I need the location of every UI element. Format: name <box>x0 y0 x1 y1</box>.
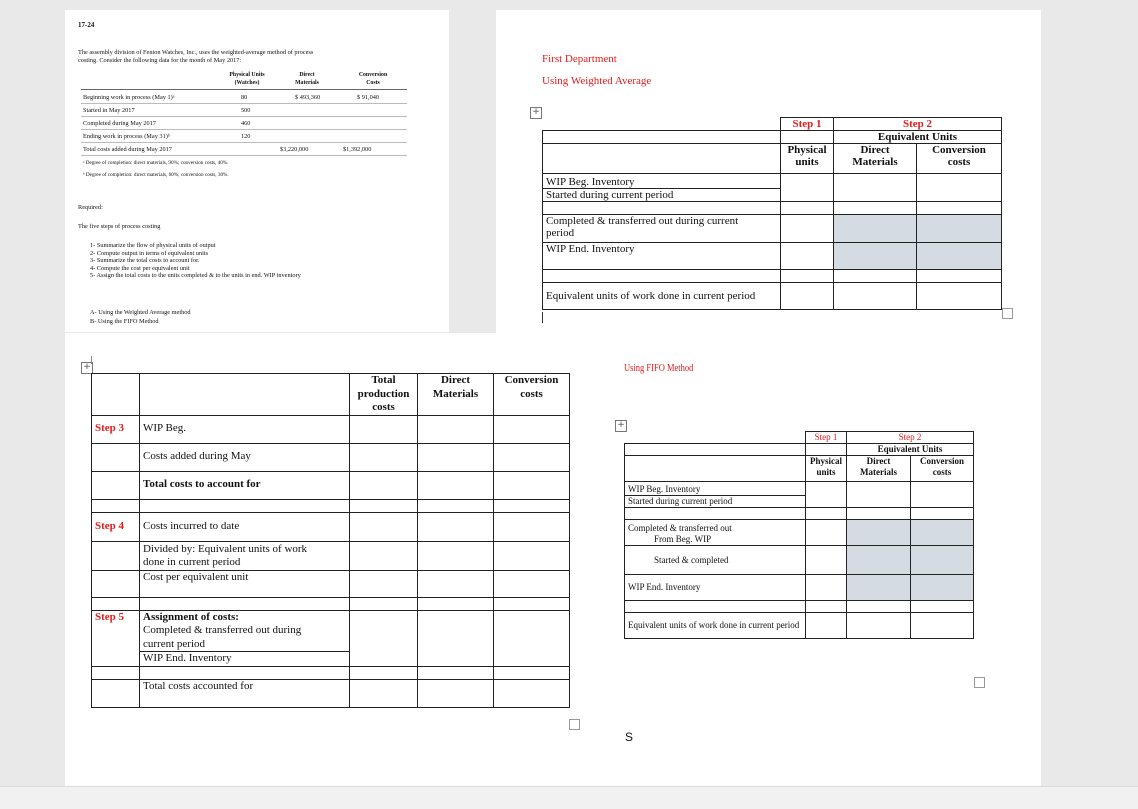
ct-divided-label <box>140 541 350 570</box>
col-direct-line2: Materials <box>295 80 319 86</box>
wa-completed-line1: Completed & transferred out during current <box>546 215 739 227</box>
ct-empty-cell[interactable] <box>140 597 350 610</box>
wa-conversion-line2: costs <box>947 156 971 168</box>
fifo-empty-cell[interactable] <box>806 444 847 456</box>
wa-wip-beg-label: WIP Beg. Inventory <box>543 176 780 189</box>
row-rule <box>81 129 407 130</box>
ct-completed-line2: current period <box>143 637 205 650</box>
row-rule <box>81 116 407 117</box>
fifo-physical-header <box>806 456 847 482</box>
fifo-cell[interactable] <box>847 482 911 508</box>
fifo-empty-cell[interactable] <box>625 601 806 613</box>
fifo-conversion-line2: costs <box>932 467 952 477</box>
fifo-shaded-cell <box>911 520 974 546</box>
wa-empty-cell[interactable] <box>543 270 781 283</box>
required-label: Required: <box>78 204 103 211</box>
fifo-cell[interactable] <box>806 575 847 601</box>
wa-shaded-cell <box>917 243 1002 270</box>
ct-completed-line1: Completed & transferred out during <box>143 624 302 636</box>
ct-cell[interactable] <box>494 499 570 512</box>
wa-completed-label <box>543 215 781 243</box>
ct-cell[interactable] <box>418 443 494 471</box>
weighted-average-table <box>542 117 1002 310</box>
fifo-direct-line1: Direct <box>866 456 891 466</box>
table-resize-handle[interactable] <box>974 677 985 688</box>
ct-cell[interactable] <box>418 666 494 679</box>
fifo-empty-cell[interactable] <box>625 456 806 482</box>
bottom-status-strip <box>0 786 1138 809</box>
fifo-wip-end-label: WIP End. Inventory <box>625 575 806 601</box>
data-row-units: 500 <box>241 107 251 114</box>
ct-direct-line1: Direct <box>440 374 471 386</box>
ct-direct-header <box>418 374 494 416</box>
ct-empty-cell[interactable] <box>92 666 140 679</box>
fifo-started-completed-label: Started & completed <box>625 546 806 575</box>
ct-empty-cell[interactable] <box>92 679 140 707</box>
step-item: 5- Assign the total costs to the units completed & to the units in end. WIP inventory <box>90 272 301 279</box>
col-direct-header <box>287 71 327 87</box>
fifo-empty-cell[interactable] <box>625 508 806 520</box>
data-row-dm: $ 493,360 <box>295 94 321 101</box>
ct-cell[interactable] <box>350 597 418 610</box>
ct-cell[interactable] <box>418 679 494 707</box>
ct-step4-label: Step 4 <box>92 512 140 541</box>
fifo-cell[interactable] <box>806 601 847 613</box>
fifo-shaded-cell <box>911 575 974 601</box>
wa-shaded-cell <box>834 215 917 243</box>
data-row-cc: $ 91,040 <box>357 94 380 101</box>
fifo-shaded-cell <box>911 546 974 575</box>
step-item: 3- Summarize the total costs to account for. <box>90 257 200 264</box>
problem-number: 17-24 <box>78 21 95 29</box>
ct-costs-incurred-label: Costs incurred to date <box>140 512 350 541</box>
ct-cell[interactable] <box>418 610 494 666</box>
weighted-average-title: Using Weighted Average <box>542 75 652 87</box>
table-move-handle-icon[interactable]: + <box>530 107 542 119</box>
ct-cell[interactable] <box>494 597 570 610</box>
table-insert-marker <box>91 356 92 364</box>
fifo-cell[interactable] <box>806 613 847 639</box>
ct-cost-per-eu-label: Cost per equivalent unit <box>140 570 350 597</box>
fifo-conversion-line1: Conversion <box>920 456 965 466</box>
ct-cell[interactable] <box>494 610 570 666</box>
fifo-shaded-cell <box>847 520 911 546</box>
row-rule <box>81 103 407 104</box>
data-row <box>83 107 135 114</box>
wa-cell[interactable] <box>781 283 834 310</box>
data-row <box>83 133 170 140</box>
fifo-cell[interactable] <box>806 546 847 575</box>
fifo-cell[interactable] <box>911 508 974 520</box>
ct-conversion-header <box>494 374 570 416</box>
fifo-shaded-cell <box>847 575 911 601</box>
intro-line-2: costing. Consider the following data for the month of May 2017: <box>78 57 242 64</box>
fifo-cell[interactable] <box>847 508 911 520</box>
row-label: Started in May 2017 <box>83 107 135 114</box>
wa-shaded-cell <box>834 243 917 270</box>
fifo-equiv-work-label: Equivalent units of work done in current period <box>625 613 806 639</box>
wa-cell[interactable] <box>781 215 834 243</box>
ct-cell[interactable] <box>350 610 418 666</box>
wa-direct-line1: Direct <box>860 144 890 156</box>
ct-empty-cell[interactable] <box>92 471 140 499</box>
fifo-shaded-cell <box>847 546 911 575</box>
ct-empty-cell[interactable] <box>140 374 350 416</box>
stray-character: S <box>625 730 634 744</box>
ct-divided-line1: Divided by: Equivalent units of work <box>143 542 308 555</box>
steps-intro: The five steps of process costing <box>78 223 161 230</box>
ct-conversion-line1: Conversion <box>504 374 559 386</box>
fifo-direct-header <box>847 456 911 482</box>
data-row-units: 80 <box>241 94 248 101</box>
fifo-empty-cell[interactable] <box>625 444 806 456</box>
fifo-table <box>624 431 974 639</box>
problem-page <box>65 10 449 332</box>
data-row-units: 120 <box>241 133 251 140</box>
fifo-cell[interactable] <box>911 482 974 508</box>
ct-cell[interactable] <box>418 471 494 499</box>
fifo-from-beg-label: From Beg. WIP <box>654 534 712 544</box>
fifo-wip-beg-label: WIP Beg. Inventory <box>625 484 805 496</box>
ct-cell[interactable] <box>418 499 494 512</box>
fifo-step1-header: Step 1 <box>806 432 847 444</box>
ct-cell[interactable] <box>494 512 570 541</box>
row-rule <box>81 155 407 156</box>
row-label: Total costs added during May 2017 <box>83 146 172 153</box>
wa-cell[interactable] <box>834 283 917 310</box>
row-label: Completed during May 2017 <box>83 120 156 127</box>
ct-cell[interactable] <box>350 443 418 471</box>
ct-cell[interactable] <box>350 570 418 597</box>
wa-step1-header: Step 1 <box>781 118 834 131</box>
ct-cell[interactable] <box>350 499 418 512</box>
wa-cell[interactable] <box>781 174 834 202</box>
ct-cell[interactable] <box>418 597 494 610</box>
wa-cell[interactable] <box>834 202 917 215</box>
wa-physical-line1: Physical <box>787 144 827 156</box>
wa-empty-cell[interactable] <box>543 202 781 215</box>
row-rule <box>81 142 407 143</box>
ct-step3-label: Step 3 <box>92 415 140 443</box>
data-row <box>83 146 172 153</box>
ct-total-accounted-label: Total costs accounted for <box>140 679 350 707</box>
fifo-physical-line2: units <box>816 467 836 477</box>
ct-empty-cell[interactable] <box>92 374 140 416</box>
ct-cell[interactable] <box>494 443 570 471</box>
wa-cell[interactable] <box>834 174 917 202</box>
text-cursor <box>542 312 543 323</box>
col-direct-line1: Direct <box>299 72 315 78</box>
ct-cell[interactable] <box>350 512 418 541</box>
ct-cell[interactable] <box>350 679 418 707</box>
ct-divided-line2: done in current period <box>143 556 241 568</box>
ct-empty-cell[interactable] <box>140 666 350 679</box>
ct-total-account-for-label: Total costs to account for <box>140 471 350 499</box>
wa-cell[interactable] <box>917 270 1002 283</box>
col-conv-line2: Costs <box>366 80 380 86</box>
wa-direct-line2: Materials <box>852 156 898 168</box>
ct-empty-cell[interactable] <box>92 570 140 597</box>
ct-total-header <box>350 374 418 416</box>
steps-list <box>90 242 301 280</box>
data-row-cc: $1,392,000 <box>343 146 372 153</box>
wa-direct-header <box>834 144 917 174</box>
fifo-cell[interactable] <box>911 613 974 639</box>
step-item: 2- Compute output in terms of equivalent units <box>90 249 209 257</box>
wa-empty-cell[interactable] <box>543 144 781 174</box>
col-conv-header <box>348 71 398 87</box>
ct-total-line2: production <box>357 387 410 400</box>
ct-cell[interactable] <box>494 679 570 707</box>
ct-step5-label: Step 5 <box>92 610 140 666</box>
ct-total-line1: Total <box>371 374 396 386</box>
wa-wip-end-label: WIP End. Inventory <box>543 243 781 270</box>
fifo-equiv-units-header: Equivalent Units <box>847 444 974 456</box>
fifo-cell[interactable] <box>806 482 847 508</box>
ct-cell[interactable] <box>418 541 494 570</box>
first-department-title: First Department <box>542 53 617 65</box>
wa-physical-line2: units <box>795 156 819 168</box>
ct-cell[interactable] <box>494 541 570 570</box>
header-rule <box>81 89 407 90</box>
ct-conversion-line2: costs <box>520 387 543 400</box>
intro-line-1: The assembly division of Fenton Watches, Inc., uses the weighted-average method of process <box>78 49 314 56</box>
data-row <box>83 94 174 101</box>
wa-equiv-units-header: Equivalent Units <box>834 131 1002 144</box>
wa-cell[interactable] <box>917 202 1002 215</box>
fifo-conversion-header <box>911 456 974 482</box>
ct-cell[interactable] <box>350 541 418 570</box>
row-label: Beginning work in process (May 1)ᵃ <box>83 94 175 101</box>
wa-completed-line2: period <box>546 227 575 239</box>
fifo-cell[interactable] <box>847 601 911 613</box>
method-b: B- Using the FIFO Method <box>90 318 159 325</box>
footnote-a: ᵃ Degree of completion: direct materials, 90%; conversion costs, 40%. <box>83 160 229 166</box>
col-physical-line2: (Watches) <box>234 80 260 86</box>
fifo-cell[interactable] <box>911 601 974 613</box>
ct-costs-added-label: Costs added during May <box>140 443 350 471</box>
wa-cell[interactable] <box>781 202 834 215</box>
fifo-step2-header: Step 2 <box>847 432 974 444</box>
wa-step2-header: Step 2 <box>834 118 1002 131</box>
wa-row-label <box>543 174 781 202</box>
footnote-b: ᵇ Degree of completion: direct materials, 60%; conversion costs, 30%. <box>83 172 229 178</box>
table-resize-handle[interactable] <box>1002 308 1013 319</box>
wa-shaded-cell <box>917 215 1002 243</box>
data-row-units: 460 <box>241 120 251 127</box>
wa-cell[interactable] <box>781 243 834 270</box>
ct-wip-end-label: WIP End. Inventory <box>140 651 349 666</box>
fifo-cell[interactable] <box>806 520 847 546</box>
wa-cell[interactable] <box>917 283 1002 310</box>
col-physical-line1: Physical Units <box>229 72 265 78</box>
wa-cell[interactable] <box>781 270 834 283</box>
fifo-cell[interactable] <box>847 613 911 639</box>
ct-cell[interactable] <box>494 666 570 679</box>
col-physical-header <box>221 71 273 87</box>
ct-assignment-block <box>140 610 350 666</box>
ct-cell[interactable] <box>418 570 494 597</box>
wa-cell[interactable] <box>834 270 917 283</box>
wa-equiv-work-label: Equivalent units of work done in current period <box>543 283 781 310</box>
table-move-handle-icon[interactable]: + <box>81 362 93 374</box>
col-conv-line1: Conversion <box>358 72 388 78</box>
wa-empty-cell[interactable] <box>543 118 781 131</box>
fifo-empty-cell[interactable] <box>625 432 806 444</box>
ct-assignment-label: Assignment of costs: <box>143 610 239 623</box>
ct-wip-beg-label: WIP Beg. <box>140 415 350 443</box>
ct-cell[interactable] <box>494 471 570 499</box>
fifo-completed-line: Completed & transferred out <box>628 523 732 533</box>
wa-cell[interactable] <box>917 174 1002 202</box>
ct-cell[interactable] <box>494 570 570 597</box>
fifo-physical-line1: Physical <box>809 456 842 466</box>
fifo-title: Using FIFO Method <box>624 363 694 374</box>
ct-cell[interactable] <box>494 415 570 443</box>
table-move-handle-icon[interactable]: + <box>615 420 627 432</box>
wa-conversion-line1: Conversion <box>932 144 986 156</box>
ct-empty-cell[interactable] <box>92 597 140 610</box>
cost-assignment-table <box>91 373 570 708</box>
ct-cell[interactable] <box>418 415 494 443</box>
step-item: 4- Compute the cost per equivalent unit <box>90 264 190 272</box>
fifo-direct-line2: Materials <box>860 467 897 477</box>
wa-started-label: Started during current period <box>546 189 674 201</box>
table-resize-handle[interactable] <box>569 719 580 730</box>
ct-cell[interactable] <box>350 666 418 679</box>
wa-empty-cell[interactable] <box>543 131 781 144</box>
fifo-started-label: Started during current period <box>628 496 733 506</box>
fifo-row-label <box>625 482 806 508</box>
step-item: 1- Summarize the flow of physical units of output <box>90 242 216 249</box>
ct-cell[interactable] <box>350 415 418 443</box>
fifo-cell[interactable] <box>806 508 847 520</box>
wa-physical-header <box>781 144 834 174</box>
ct-empty-cell[interactable] <box>92 541 140 570</box>
ct-empty-cell[interactable] <box>140 499 350 512</box>
method-a: A- Using the Weighted Average method <box>90 309 191 316</box>
data-row-dm: $3,220,000 <box>280 146 309 153</box>
fifo-completed-label <box>625 520 806 546</box>
ct-total-line3: costs <box>372 401 395 413</box>
ct-cell[interactable] <box>350 471 418 499</box>
wa-empty-cell[interactable] <box>781 131 834 144</box>
ct-empty-cell[interactable] <box>92 499 140 512</box>
ct-cell[interactable] <box>418 512 494 541</box>
ct-empty-cell[interactable] <box>92 443 140 471</box>
data-row <box>83 120 156 127</box>
ct-direct-line2: Materials <box>432 387 479 400</box>
row-label: Ending work in process (May 31)ᵇ <box>83 133 170 140</box>
wa-conversion-header <box>917 144 1002 174</box>
